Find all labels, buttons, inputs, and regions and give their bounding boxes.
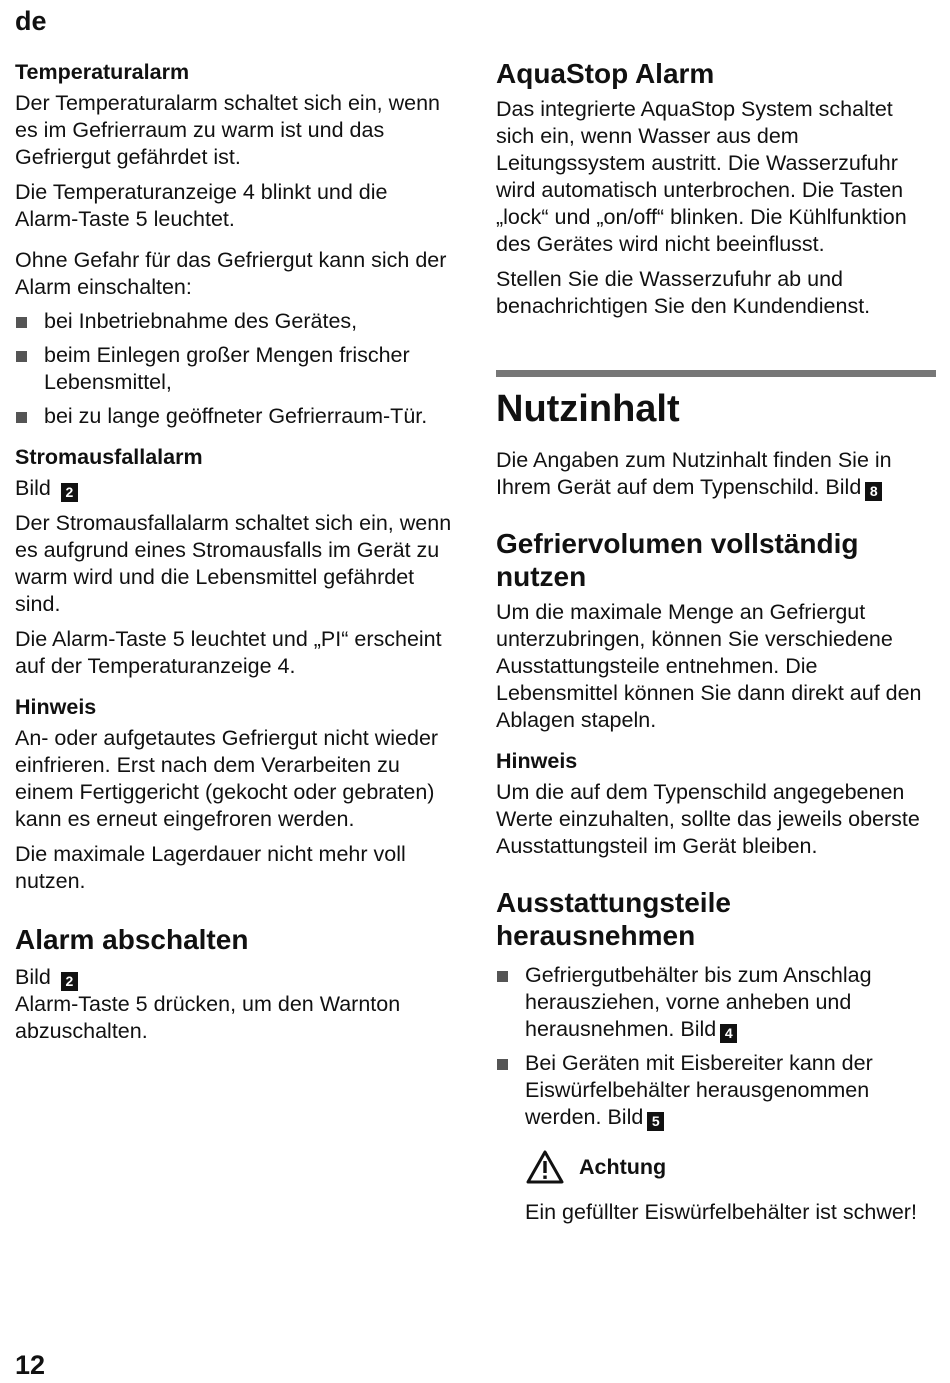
figure-label: Bild	[15, 965, 51, 989]
temperaturalarm-text-2: Die Temperaturanzeige 4 blinkt und die Alarm-Taste 5 leuchtet.	[15, 180, 388, 231]
gefriervolumen-heading: Gefriervolumen vollständig nutzen	[496, 528, 859, 592]
figure-number-badge: 8	[865, 482, 882, 501]
language-code: de	[15, 6, 47, 36]
figure-label: Bild	[15, 476, 51, 500]
warning-title: Achtung	[579, 1154, 667, 1179]
stromausfallalarm-text-2: Die Alarm-Taste 5 leuchtet und „PI“ erscheint auf der Temperaturanzeige 4.	[15, 627, 442, 678]
list-item	[496, 1050, 936, 1131]
left-column	[15, 57, 455, 1045]
aquastop-heading: AquaStop Alarm	[496, 58, 715, 89]
nutzinhalt-text	[496, 447, 936, 501]
alarm-abschalten-text: Alarm-Taste 5 drücken, um den Warnton abzuschalten.	[15, 992, 401, 1043]
list-item-text: Gefriergutbehälter bis zum Anschlag herausziehen, vorne anheben und herausnehmen. Bild	[525, 963, 872, 1041]
temperaturalarm-heading: Temperaturalarm	[15, 60, 190, 84]
nutzinhalt-text-body: Die Angaben zum Nutzinhalt finden Sie in Ihrem Gerät auf dem Typenschild. Bild	[496, 448, 892, 499]
hinweis-right-text: Um die auf dem Typenschild angegebenen Werte einzuhalten, sollte das jeweils oberste Ausstattungsteil im Gerät bleiben.	[496, 780, 920, 858]
temperaturalarm-lead: Ohne Gefahr für das Gefriergut kann sich der Alarm einschalten:	[15, 248, 447, 299]
warning-triangle-icon	[525, 1149, 565, 1185]
section-divider	[496, 370, 936, 377]
hinweis-right-heading: Hinweis	[496, 749, 578, 773]
hinweis-heading: Hinweis	[15, 695, 97, 719]
page-number: 12	[15, 1350, 46, 1380]
ausstattungsteile-heading: Ausstattungsteile herausnehmen	[496, 887, 731, 951]
aquastop-text-1: Das integrierte AquaStop System schaltet sich ein, wenn Wasser aus dem Leitungssystem austritt. Die Wasserzufuhr wird automatisch unterbrochen. Die Tasten „lock“ und „on/off“ blinken. Die Kühlfunktion des Gerätes wird nicht beeinflusst.	[496, 97, 907, 256]
aquastop-text-2: Stellen Sie die Wasserzufuhr ab und benachrichtigen Sie den Kundendienst.	[496, 267, 871, 318]
figure-number-badge: 2	[61, 972, 78, 991]
stromausfallalarm-text-1: Der Stromausfallalarm schaltet sich ein, wenn es aufgrund eines Stromausfalls im Gerät zu warm wird und die Lebensmittel gefährdet sind.	[15, 511, 452, 616]
right-column	[496, 57, 936, 1226]
list-item: beim Einlegen großer Mengen frischer Lebensmittel,	[15, 342, 455, 396]
temperaturalarm-text-1: Der Temperaturalarm schaltet sich ein, wenn es im Gefrierraum zu warm ist und das Gefriergut gefährdet ist.	[15, 91, 441, 169]
list-item: bei Inbetriebnahme des Gerätes,	[15, 308, 455, 335]
warning-text: Ein gefüllter Eiswürfelbehälter ist schwer!	[525, 1200, 917, 1224]
hinweis-text-2: Die maximale Lagerdauer nicht mehr voll nutzen.	[15, 842, 406, 893]
figure-number-badge: 4	[720, 1024, 737, 1043]
hinweis-text-1: An- oder aufgetautes Gefriergut nicht wieder einfrieren. Erst nach dem Verarbeiten zu einem Fertiggericht (gekocht oder gebraten) kann es erneut eingefroren werden.	[15, 726, 439, 831]
gefriervolumen-text: Um die maximale Menge an Gefriergut unterzubringen, können Sie verschiedene Ausstattungsteile entnehmen. Die Lebensmittel können Sie dann direkt auf den Ablagen stapeln.	[496, 600, 922, 732]
stromausfallalarm-figure-ref	[15, 475, 455, 502]
list-item	[496, 962, 936, 1043]
warning-header	[525, 1149, 936, 1185]
alarm-abschalten-heading: Alarm abschalten	[15, 924, 249, 955]
figure-number-badge: 5	[647, 1112, 664, 1131]
temperaturalarm-list	[15, 308, 455, 430]
figure-number-badge: 2	[61, 483, 78, 502]
alarm-abschalten-figure-ref	[15, 964, 455, 991]
nutzinhalt-heading: Nutzinhalt	[496, 388, 680, 430]
list-item: bei zu lange geöffneter Gefrierraum-Tür.	[15, 403, 455, 430]
ausstattungsteile-list	[496, 962, 936, 1131]
list-item-text: Bei Geräten mit Eisbereiter kann der Eiswürfelbehälter herausgenommen werden. Bild	[525, 1051, 873, 1129]
stromausfallalarm-heading: Stromausfallalarm	[15, 445, 203, 469]
